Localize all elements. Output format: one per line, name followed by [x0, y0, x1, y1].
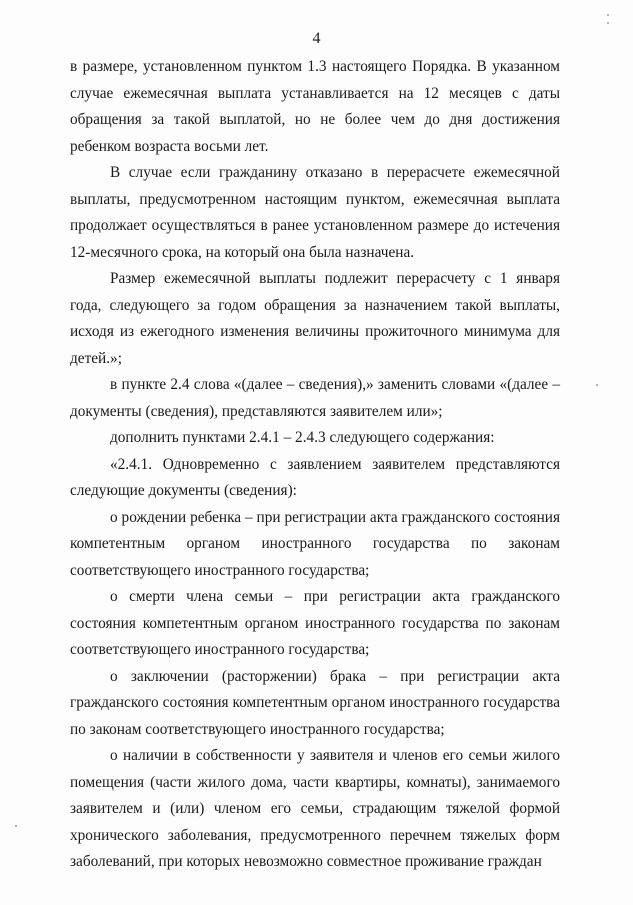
paragraph: в размере, установленном пунктом 1.3 настоящего Порядка. В указанном случае ежемесячная выплата устанавливается на 12 месяцев с даты обращения за такой выплатой, но не более чем до дня достижения ребенком возраста восьми лет.: [70, 58, 560, 155]
scan-speck: [596, 384, 598, 386]
page-number: 4: [312, 30, 321, 47]
paragraph: «2.4.1. Одновременно с заявлением заявителем представляются следующие документы (сведения):: [70, 455, 560, 499]
paragraph: в пункте 2.4 слова «(далее – сведения),» заменить словами «(далее – документы (сведения), представляются заявителем или»;: [70, 376, 560, 420]
paragraph: о наличии в собственности у заявителя и членов его семьи жилого помещения (части жилого дома, части квартиры, комнаты), занимаемого заявителем и (или) членом его семьи, страдающим тяжелой формой хронического заболевания, предусмотренного перечнем тяжелых форм заболеваний, при которых невозможно совместное проживание граждан: [70, 747, 560, 870]
paragraph: о рождении ребенка – при регистрации акта гражданского состояния компетентным органом иностранного государства по законам соответствующего иностранного государства;: [70, 508, 560, 579]
paragraph: дополнить пунктами 2.4.1 – 2.4.3 следующего содержания:: [110, 429, 495, 446]
paragraph: о смерти члена семьи – при регистрации акта гражданского состояния компетентным органом иностранного государства по законам соответствующего иностранного государства;: [70, 588, 560, 658]
scan-speck: [607, 22, 609, 24]
scan-speck: [607, 14, 609, 16]
scan-speck: [15, 825, 17, 827]
paragraph: В случае если гражданину отказано в перерасчете ежемесячной выплаты, предусмотренном настоящим пунктом, ежемесячная выплата продолжает осуществляться в ранее установленном размере до истечения 12-месячного срока, на который она была назначена.: [70, 164, 560, 261]
paragraph: Размер ежемесячной выплаты подлежит перерасчету с 1 января года, следующего за годом обращения за назначением такой выплаты, исходя из ежегодного изменения величины прожиточного минимума для детей.»;: [70, 270, 560, 367]
document-body: [70, 54, 560, 876]
paragraph: о заключении (расторжении) брака – при регистрации акта гражданского состояния компетентным органом иностранного государства по законам соответствующего иностранного государства;: [70, 667, 560, 738]
